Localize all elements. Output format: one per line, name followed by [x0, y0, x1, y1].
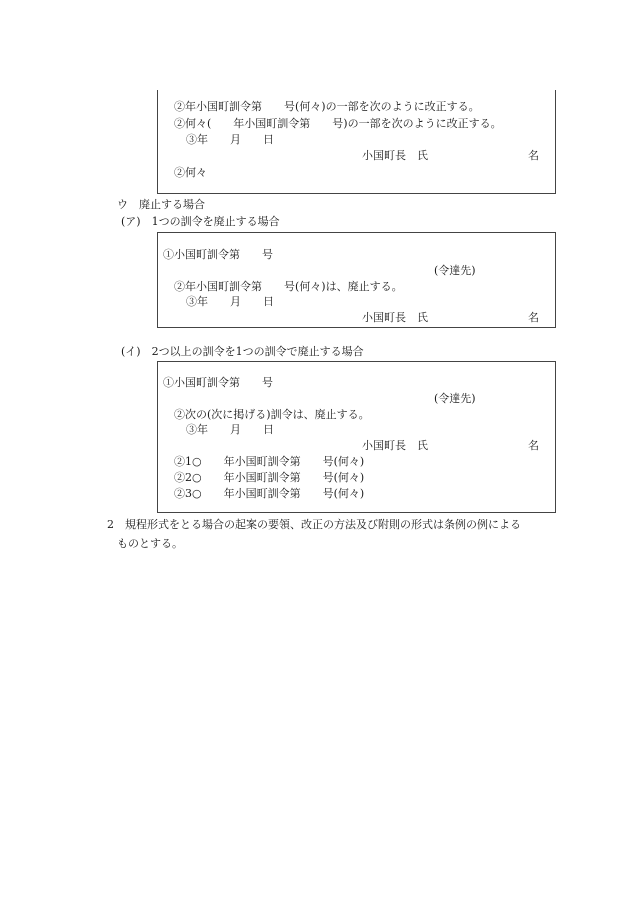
box1-line-last: ②何々 [174, 166, 207, 179]
box-i-body: ②次の(次に掲げる)訓令は、廃止する。 [174, 408, 370, 421]
box1-line1: ②年小国町訓令第 号(何々)の一部を次のように改正する。 [174, 100, 480, 113]
box-i-addressee: (令達先) [434, 392, 476, 405]
box1-date: ③年 月 日 [186, 133, 274, 146]
box-a-body: ②年小国町訓令第 号(何々)は、廃止する。 [174, 280, 403, 293]
box-a-signer-name: 名 [528, 311, 539, 324]
section-a-heading: (ア) 1つの訓令を廃止する場合 [121, 215, 280, 228]
box-a-addressee: (令達先) [434, 264, 476, 277]
section-i-heading: (イ) 2つ以上の訓令を1つの訓令で廃止する場合 [121, 345, 364, 358]
box1-line2: ②何々( 年小国町訓令第 号)の一部を次のように改正する。 [174, 117, 502, 130]
para2-line1: 2 規程形式をとる場合の起案の要領、改正の方法及び附則の形式は条例の例による [107, 518, 521, 531]
box-i-signer: 小国町長 氏 [362, 439, 428, 452]
box1-signer-name: 名 [528, 149, 539, 162]
section-u-heading: ウ 廃止する場合 [117, 198, 205, 211]
box-a-date: ③年 月 日 [186, 295, 274, 308]
para2-line2: ものとする。 [117, 537, 183, 550]
box-i-title: ①小国町訓令第 号 [163, 376, 273, 389]
box-a-title: ①小国町訓令第 号 [163, 248, 273, 261]
list-item: ②1○ 年小国町訓令第 号(何々) [174, 455, 365, 468]
box-i-date: ③年 月 日 [186, 423, 274, 436]
list-item: ②3○ 年小国町訓令第 号(何々) [174, 487, 365, 500]
box1-signer: 小国町長 氏 [362, 149, 428, 162]
box-i-signer-name: 名 [528, 439, 539, 452]
box-a-signer: 小国町長 氏 [362, 311, 428, 324]
list-item: ②2○ 年小国町訓令第 号(何々) [174, 471, 365, 484]
